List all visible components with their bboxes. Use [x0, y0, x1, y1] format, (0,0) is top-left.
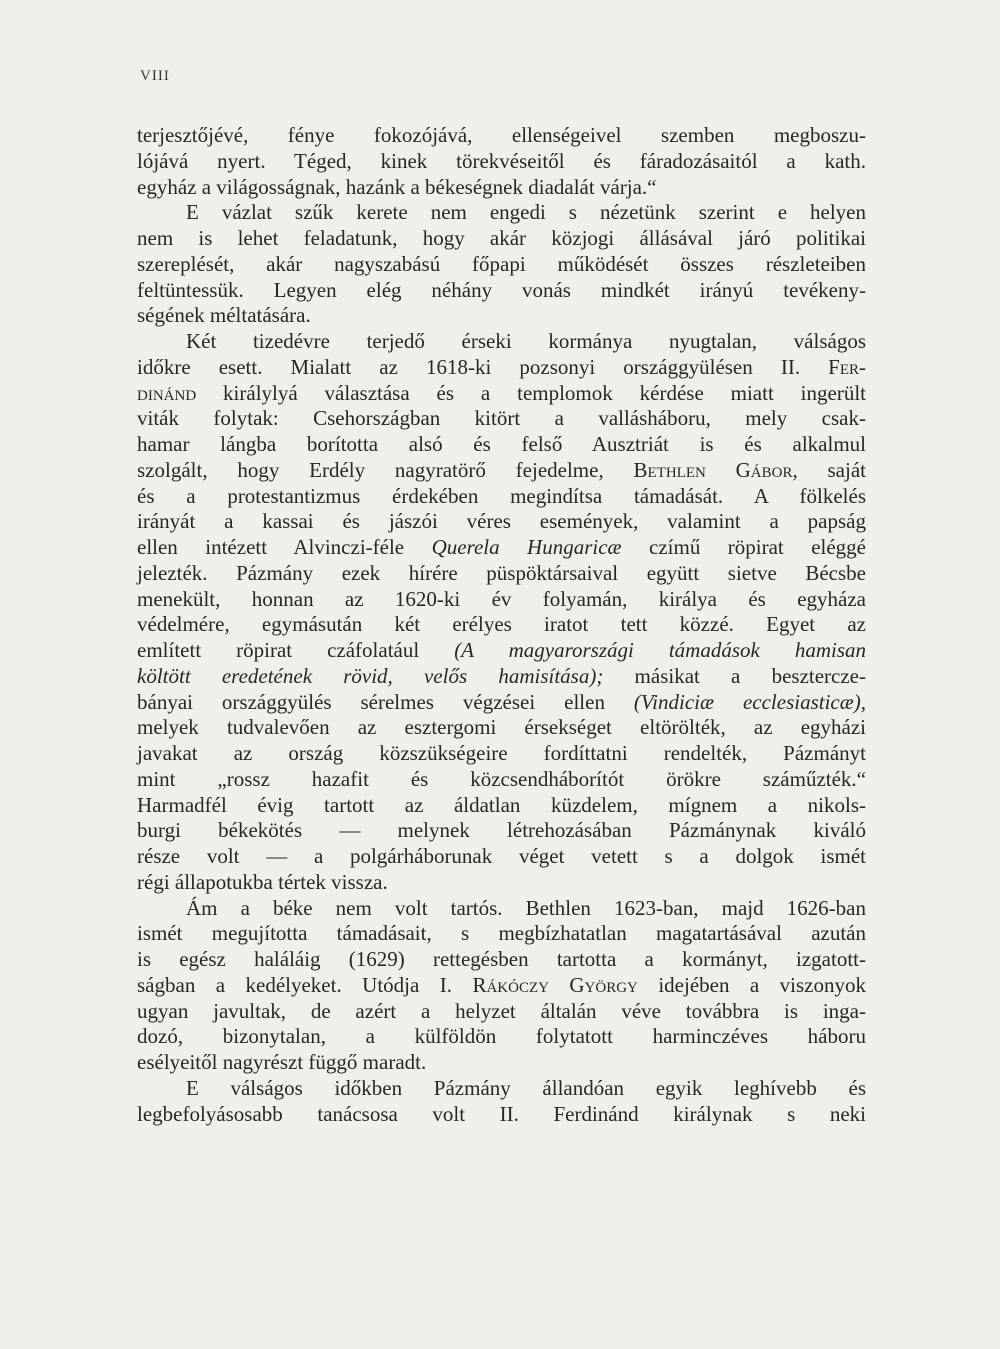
text-segment: mint „rossz hazafit és közcsendháborítót örökre száműzték.“ [137, 766, 866, 791]
text-segment: dozó, bizonytalan, a külföldön folytatott harminczéves háboru [137, 1024, 866, 1049]
text-segment: legbefolyásosabb tanácsosa volt II. Ferdinánd királynak s neki [137, 1101, 866, 1126]
text-line [137, 278, 866, 304]
text-line [137, 355, 866, 381]
text-segment: menekült, honnan az 1620-ki év folyamán, királya és egyháza [137, 586, 866, 611]
small-caps-text: Bethlen Gábor [633, 457, 793, 482]
text-line [137, 1024, 866, 1050]
text-segment: javakat az ország közszükségeire fordíttatni rendelték, Pázmányt [137, 741, 866, 765]
text-line [137, 509, 866, 535]
text-segment: szereplését, akár nagyszabású főpapi működését összes részleteiben [137, 251, 866, 276]
text-line [137, 844, 866, 870]
italic-text: (A magyarországi támadások hamisan [454, 638, 866, 662]
text-line [137, 535, 866, 561]
text-segment: viták folytak: Csehországban kitört a vallásháboru, mely csak- [137, 406, 866, 431]
text-line [137, 252, 866, 278]
text-segment: esélyeitől nagyrészt függő maradt. [137, 1050, 427, 1074]
text-segment: feltüntessük. Legyen elég néhány vonás mindkét irányú tevékeny- [137, 277, 866, 302]
text-line [137, 303, 866, 329]
text-segment: idejében a viszonyok [637, 972, 866, 997]
body-text [137, 123, 866, 1127]
italic-text: (Vindiciæ ecclesiasticæ), [633, 689, 866, 714]
text-segment: hamar lángba borította alsó és felső Ausztriát is és alkalmul [137, 432, 866, 456]
text-segment: E vázlat szűk kerete nem engedi s nézetünk szerint e helyen [186, 200, 866, 225]
text-segment: E válságos időkben Pázmány állandóan egyik leghívebb és [186, 1075, 866, 1100]
text-line [137, 587, 866, 613]
page-number: VIII [140, 68, 170, 84]
text-segment: Két tizedévre terjedő érseki kormánya nyugtalan, válságos [186, 329, 866, 353]
small-caps-text: Rákóczy György [472, 972, 638, 997]
text-line [137, 329, 866, 355]
small-caps-text: dinánd [137, 380, 197, 405]
italic-text: Querela Hungaricæ [431, 535, 622, 559]
text-line [137, 715, 866, 741]
text-segment: ságban a kedélyeket. Utódja I. [137, 972, 473, 997]
text-segment: Harmadfél évig tartott az áldatlan küzdelem, mígnem a nikols- [137, 792, 866, 817]
text-line [137, 381, 866, 407]
text-segment: királylyá választása és a templomok kérdése miatt ingerült [196, 380, 866, 405]
text-segment: ségének méltatására. [137, 303, 311, 328]
text-segment: ugyan javultak, de azért a helyzet általán véve továbbra is inga- [137, 998, 866, 1023]
text-segment: lójává nyert. Téged, kinek törekvéseitől és fáradozásaitól a kath. [137, 148, 866, 173]
small-caps-text: Fer- [828, 354, 866, 379]
text-segment: irányát a kassai és jászói véres események, valamint a papság [137, 509, 866, 534]
text-line [137, 123, 866, 149]
text-line [137, 1076, 866, 1102]
text-line [137, 999, 866, 1025]
text-line [137, 149, 866, 175]
text-segment: bányai országgyülés sérelmes végzései ellen [137, 689, 634, 714]
text-line [137, 973, 866, 999]
text-segment: nem is lehet feladatunk, hogy akár közjogi állásával járó politikai [137, 226, 866, 250]
text-line [137, 432, 866, 458]
text-segment: része volt — a polgárháborunak véget vetett s a dolgok ismét [137, 844, 866, 868]
text-line [137, 1050, 866, 1076]
text-segment: másikat a besztercze- [603, 663, 866, 688]
text-segment: ellen intézett Alvinczi-féle [137, 535, 432, 559]
text-segment: említett röpirat czáfolatául [137, 638, 455, 662]
text-segment: is egész haláláig (1629) rettegésben tartotta a kormányt, izgatott- [137, 947, 866, 971]
text-line [137, 690, 866, 716]
text-line [137, 484, 866, 510]
text-segment: terjesztőjévé, fénye fokozójává, ellenségeivel szemben megboszu- [137, 123, 866, 147]
text-segment: időkre esett. Mialatt az 1618-ki pozsonyi országgyülésen II. [137, 354, 829, 379]
text-line [137, 200, 866, 226]
text-line [137, 1102, 866, 1128]
text-segment: czímű röpirat eléggé [621, 535, 866, 559]
text-line [137, 896, 866, 922]
text-segment: ismét megujította támadásait, s megbízhatatlan magatartásával azután [137, 921, 866, 946]
text-segment: jelezték. Pázmány ezek hírére püspöktársaival együtt sietve Bécsbe [137, 560, 866, 585]
text-line [137, 741, 866, 767]
italic-text: költött eredetének rövid, velős hamisítása); [137, 663, 604, 688]
text-line [137, 947, 866, 973]
text-line [137, 226, 866, 252]
text-segment: egyház a világosságnak, hazánk a békeségnek diadalát várja.“ [137, 174, 657, 199]
text-line [137, 870, 866, 896]
text-line [137, 921, 866, 947]
text-segment: és a protestantizmus érdekében megindítsa támadását. A fölkelés [137, 483, 866, 508]
text-segment: Ám a béke nem volt tartós. Bethlen 1623-ban, majd 1626-ban [186, 895, 866, 920]
text-line [137, 664, 866, 690]
text-segment: védelmére, egymásután két erélyes iratot tett közzé. Egyet az [137, 612, 866, 637]
text-segment: régi állapotukba tértek vissza. [137, 869, 388, 894]
text-line [137, 818, 866, 844]
text-segment: burgi békekötés — melynek létrehozásában Pázmánynak kiváló [137, 818, 866, 843]
text-line [137, 561, 866, 587]
text-segment: szolgált, hogy Erdély nagyratörő fejedelme, [137, 457, 634, 482]
text-line [137, 175, 866, 201]
text-line [137, 767, 866, 793]
text-line [137, 793, 866, 819]
text-segment: , saját [792, 457, 866, 482]
text-line [137, 458, 866, 484]
text-line [137, 406, 866, 432]
text-line [137, 638, 866, 664]
text-segment: melyek tudvalevően az esztergomi érsekséget eltörölték, az egyházi [137, 715, 866, 740]
text-line [137, 612, 866, 638]
